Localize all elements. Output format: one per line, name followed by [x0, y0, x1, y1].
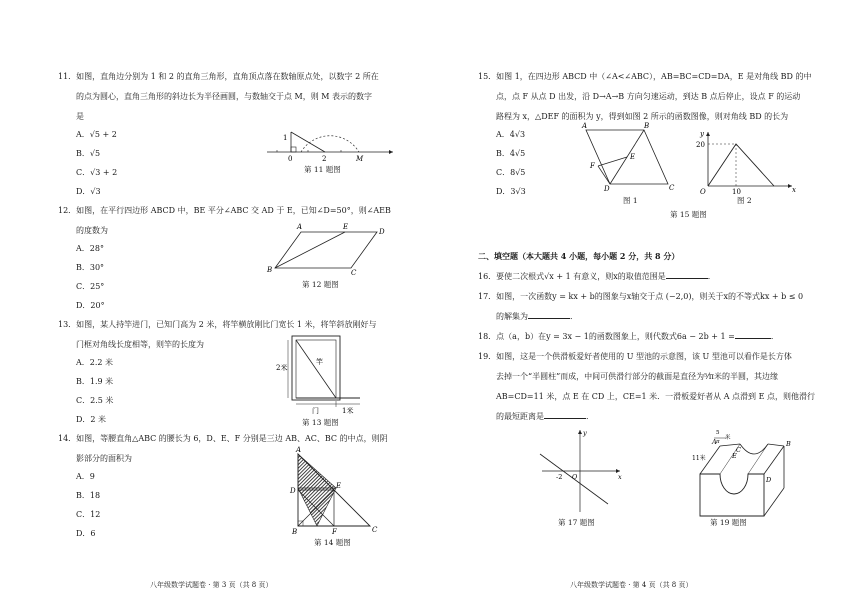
q15-fig2-label-10: 10	[732, 188, 741, 196]
q13-option-d: D．2 米	[76, 415, 107, 424]
q14-option-b: B．18	[76, 491, 101, 500]
q14-option-d: D．6	[76, 529, 96, 538]
q15-caption: 第 15 题图	[670, 210, 707, 219]
q19-label-d: D	[766, 476, 772, 484]
q19-label-a: A	[712, 438, 717, 446]
q17-line-2: 的解集为 ．	[496, 312, 578, 321]
q11-option-d: D．√3	[76, 187, 101, 196]
q14-line-2: 影部分的面积为	[76, 454, 132, 463]
q11-option-c: C．√3 + 2	[76, 168, 118, 177]
q14-line-1: 14．如图，等腰直角△ABC 的腰长为 6，D、E、F 分别是三边 AB、AC、BC 的中点，则阴	[58, 434, 388, 443]
q13-option-c: C．2.5 米	[76, 396, 114, 405]
q11-caption: 第 11 题图	[304, 165, 341, 174]
q12-option-a: A．28°	[76, 244, 104, 253]
q13-label-1m: 1米	[342, 407, 354, 415]
q19-line-2: 去掉一个“半圆柱”而成，中间可供滑行部分的截面是直径为⁵⁄π米的半圆，其边缘	[496, 372, 778, 381]
q12-label-b: B	[267, 266, 273, 274]
q14-label-f: F	[332, 528, 337, 536]
q19-line-1: 19．如图，这是一个供滑板爱好者使用的 U 型池的示意图，该 U 型池可以看作是长方体	[478, 352, 792, 361]
q15-fig1-label-f: F	[590, 162, 595, 170]
section-2-heading: 二、填空题（本大题共 4 小题，每小题 2 分，共 8 分）	[478, 251, 680, 261]
q17-line-2-text: 的解集为	[496, 312, 528, 321]
q15-fig1-label-b: B	[644, 122, 650, 130]
q15-option-b: B．4√5	[496, 149, 526, 158]
q15-fig1-label-e: E	[630, 153, 636, 161]
q12-label-d: D	[379, 228, 385, 236]
q12-label-a: A	[297, 223, 303, 231]
q19-answer-blank[interactable]	[544, 418, 586, 419]
q19-label-e: E	[732, 452, 737, 460]
q11-option-a: A．√5 + 2	[76, 130, 117, 139]
q15-fig2-caption: 图 2	[737, 196, 752, 205]
q14-label-c: C	[372, 526, 378, 534]
q17-label-y: y	[583, 429, 587, 437]
q15-fig1-label-d: D	[604, 185, 610, 193]
q11-line-1: 11．如图，直角边分别为 1 和 2 的直角三角形，直角顶点落在数轴原点处，以数字 2 所在	[58, 72, 379, 81]
q14-option-a: A．9	[76, 472, 95, 481]
q11-option-b: B．√5	[76, 149, 101, 158]
q19-label-5: 5	[716, 430, 720, 436]
q12-label-e: E	[343, 223, 349, 231]
q19-label-pi: π	[716, 439, 720, 445]
q11-label-0: 0	[288, 155, 293, 163]
q15-fig1-label-a: A	[582, 122, 588, 130]
q14-label-b: B	[292, 528, 298, 536]
q19-line-3: AB=CD=11 米，点 E 在 CD 上，CE=1 米．一滑板爱好者从 A 点滑到 E 点，则他滑行	[496, 392, 815, 401]
q19-label-mi: 米	[725, 435, 731, 441]
q13-label-pole: 竿	[316, 358, 323, 366]
q12-label-c: C	[351, 269, 357, 277]
q17-answer-blank[interactable]	[528, 318, 570, 319]
q13-label-door: 门	[312, 407, 319, 415]
q15-line-1: 15．如图 1，在四边形 ABCD 中（∠A<∠ABC），AB=BC=CD=DA，E 是对角线 BD 的中	[478, 72, 812, 81]
q11-line-2: 的点为圆心，直角三角形的斜边长为半径画圆，与数轴交于点 M，则 M 表示的数字	[76, 92, 373, 101]
q14-caption: 第 14 题图	[314, 538, 351, 547]
q12-option-d: D．20°	[76, 301, 105, 310]
q16-text: 16．要使二次根式√x + 1 有意义，则x的取值范围是	[478, 272, 666, 281]
q15-fig2-label-y: y	[700, 130, 704, 138]
q19-label-b: B	[786, 440, 791, 448]
q17-line-1: 17．如图，一次函数y = kx + b的图象与x轴交于点 (−2,0)，则关于x的不等式kx + b ≤ 0	[478, 292, 804, 301]
q15-line-2: 点，点 F 从点 D 出发，沿 D→A→B 方向匀速运动，到达 B 点后停止，设点 F 的运动	[496, 92, 801, 101]
q19-line-4: 的最短距离是 ．	[496, 412, 594, 421]
q15-line-3: 路程为 x，△DEF 的面积为 y，得到如图 2 所示的函数图像，则对角线 BD 的长为	[496, 112, 789, 121]
q12-option-b: B．30°	[76, 263, 105, 272]
q13-figure	[276, 332, 376, 416]
q11-label-m: M	[356, 155, 364, 163]
q18-answer-blank[interactable]	[735, 338, 771, 339]
q13-caption: 第 13 题图	[302, 418, 339, 427]
q15-fig1-caption: 图 1	[623, 196, 638, 205]
q14-label-d: D	[290, 487, 296, 495]
q15-fig2-label-x: x	[792, 186, 796, 194]
q12-line-2: 的度数为	[76, 226, 108, 235]
q15-option-d: D．3√3	[496, 187, 526, 196]
q14-option-c: C．12	[76, 510, 101, 519]
q15-figure-2	[696, 130, 796, 194]
q19-label-11m: 11米	[692, 455, 706, 462]
q17-label-x: x	[618, 473, 622, 481]
q11-line-3: 是	[76, 112, 84, 121]
q14-label-a: A	[296, 446, 302, 454]
left-page-footer: 八年级数学试题卷 · 第 3 页（共 8 页）	[150, 581, 273, 589]
q12-caption: 第 12 题图	[302, 280, 339, 289]
q16-answer-blank[interactable]	[666, 278, 708, 279]
q13-line-1: 13．如图，某人持竿进门，已知门高为 2 米，将竿横放刚比门宽长 1 米，将竿斜放刚好与	[58, 320, 377, 329]
q19-label-c: C	[736, 446, 741, 454]
q17-label-o: O	[572, 473, 578, 481]
q17-figure	[538, 426, 624, 516]
q15-fig2-label-20: 20	[696, 141, 705, 149]
q19-caption: 第 19 题图	[710, 518, 747, 527]
q18-line: 18．点（a，b）在y = 3x − 1的函数图象上，则代数式6a − 2b + 1 = ．	[478, 332, 779, 341]
q19-line-4-text: 的最短距离是	[496, 412, 544, 421]
q18-text: 18．点（a，b）在y = 3x − 1的函数图象上，则代数式6a − 2b + 1 =	[478, 332, 735, 341]
right-page-footer: 八年级数学试题卷 · 第 4 页（共 8 页）	[570, 581, 693, 589]
q15-option-a: A．4√3	[496, 130, 526, 139]
q11-label-1: 1	[283, 134, 288, 142]
q17-caption: 第 17 题图	[558, 518, 595, 527]
q13-option-b: B．1.9 米	[76, 377, 114, 386]
q15-figure-1	[572, 124, 677, 192]
q14-label-e: E	[336, 482, 342, 490]
q14-figure	[288, 446, 383, 538]
q12-figure	[265, 224, 390, 276]
q12-option-c: C．25°	[76, 282, 105, 291]
q15-option-c: C．8√5	[496, 168, 526, 177]
q17-label-neg2: -2	[556, 473, 563, 481]
right-page	[430, 0, 860, 608]
q16-line: 16．要使二次根式√x + 1 有意义，则x的取值范围是 ．	[478, 272, 716, 281]
q13-line-2: 门框对角线长度相等，则竿的长度为	[76, 340, 204, 349]
q13-label-2m: 2米	[276, 364, 288, 372]
q11-label-2: 2	[322, 155, 327, 163]
q12-line-1: 12．如图，在平行四边形 ABCD 中，BE 平分∠ABC 交 AD 于 E，已知∠D=50°，则∠AEB	[58, 206, 391, 215]
q15-fig1-label-c: C	[669, 184, 675, 192]
q11-figure	[265, 118, 395, 168]
q13-option-a: A．2.2 米	[76, 358, 114, 367]
q19-figure	[692, 424, 804, 524]
q15-fig2-label-o: O	[700, 188, 706, 196]
